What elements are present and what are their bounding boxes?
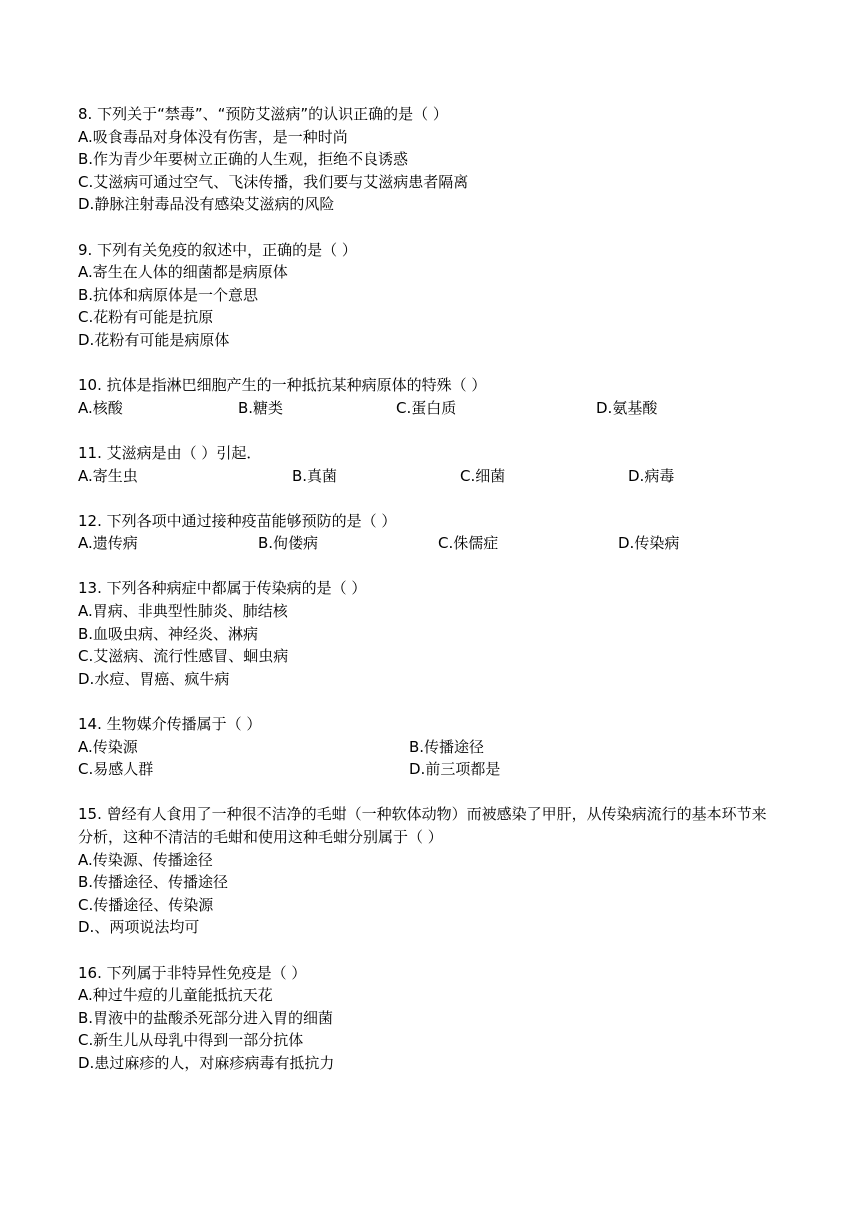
options-row [78,736,778,759]
option-b: B.佝偻病 [258,534,319,553]
option-b: B.作为青少年要树立正确的人生观，拒绝不良诱惑 [78,150,409,169]
exam-page [78,103,778,1097]
option-d: D.病毒 [628,466,675,485]
question-stem: 10. 抗体是指淋巴细胞产生的一种抵抗某种病原体的特殊（ ） [78,376,487,395]
option-b: B.传播途径 [409,737,485,756]
option-a: A.寄生虫 [78,466,138,485]
option-a: A.吸食毒品对身体没有伤害，是一种时尚 [78,127,348,146]
option-c: C.蛋白质 [396,398,457,417]
option-c: C.花粉有可能是抗原 [78,308,214,327]
option-b: B.真菌 [292,466,338,485]
options-row [78,532,778,555]
option-d: D.静脉注射毒品没有感染艾滋病的风险 [78,195,335,214]
question-stem: 15. 曾经有人食用了一种很不洁净的毛蚶（一种软体动物）而被感染了甲肝，从传染病流行的基本环节来分析，这种不清洁的毛蚶和使用这种毛蚶分别属于（ ） [78,805,767,846]
option-d: D.水痘、胃癌、疯牛病 [78,669,230,688]
option-a: A.核酸 [78,398,123,417]
question-12 [78,510,778,555]
option-a: A.寄生在人体的细菌都是病原体 [78,263,288,282]
options-row [78,397,778,420]
option-d: D.前三项都是 [409,760,501,779]
option-c: C.侏儒症 [438,534,499,553]
question-14 [78,713,778,781]
option-d: D.花粉有可能是病原体 [78,330,230,349]
question-13 [78,577,778,690]
option-b: B.胃液中的盐酸杀死部分进入胃的细菌 [78,1008,334,1027]
option-d: D.患过麻疹的人，对麻疹病毒有抵抗力 [78,1053,335,1072]
option-b: B.血吸虫病、神经炎、淋病 [78,624,259,643]
question-stem: 13. 下列各种病症中都属于传染病的是（ ） [78,579,367,598]
option-b: B.抗体和病原体是一个意思 [78,285,259,304]
question-stem: 14. 生物媒介传播属于（ ） [78,715,262,734]
option-d: D.氨基酸 [596,398,658,417]
option-c: C.传播途径、传染源 [78,895,214,914]
question-15 [78,803,778,939]
option-b: B.传播途径、传播途径 [78,873,229,892]
option-a: A.种过牛痘的儿童能抵抗天花 [78,986,273,1005]
option-a: A.传染源 [78,737,138,756]
question-9 [78,239,778,352]
question-8 [78,103,778,216]
option-a: A.遗传病 [78,534,138,553]
question-10 [78,374,778,419]
option-c: C.艾滋病可通过空气、飞沫传播，我们要与艾滋病患者隔离 [78,172,469,191]
question-stem: 16. 下列属于非特异性免疫是（ ） [78,963,307,982]
question-stem: 8. 下列关于“禁毒”、“预防艾滋病”的认识正确的是（ ） [78,105,448,123]
option-d: D.传染病 [618,534,680,553]
question-16 [78,962,778,1075]
option-d: D.、两项说法均可 [78,918,200,937]
option-c: C.易感人群 [78,760,154,779]
option-a: A.传染源、传播途径 [78,850,213,869]
question-stem: 9. 下列有关免疫的叙述中，正确的是（ ） [78,240,357,259]
option-c: C.新生儿从母乳中得到一部分抗体 [78,1031,304,1050]
question-stem: 11. 艾滋病是由（ ）引起． [78,443,262,462]
question-stem: 12. 下列各项中通过接种疫苗能够预防的是（ ） [78,511,397,530]
question-11 [78,442,778,487]
option-c: C.细菌 [460,466,506,485]
option-a: A.胃病、非典型性肺炎、肺结核 [78,602,288,621]
option-c: C.艾滋病、流行性感冒、蛔虫病 [78,647,289,666]
options-row [78,758,778,781]
options-row [78,465,778,488]
option-b: B.糖类 [238,398,284,417]
